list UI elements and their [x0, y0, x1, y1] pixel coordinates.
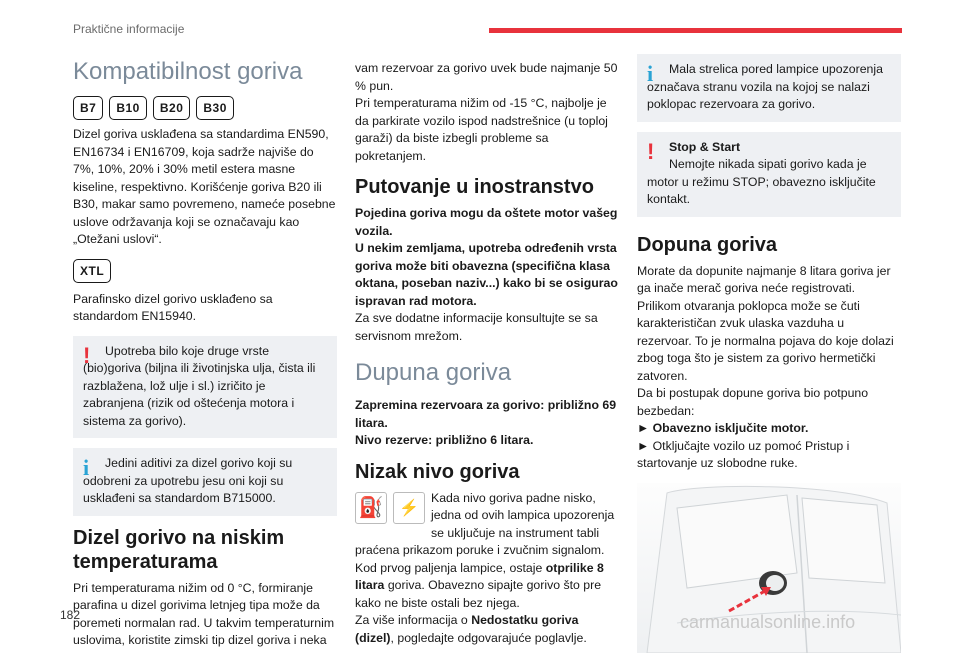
column-2	[355, 60, 619, 647]
watermark: carmanualsonline.info	[680, 612, 856, 632]
section-title-abroad: Putovanje u inostranstvo	[355, 176, 594, 198]
warning-exclamation-icon: !	[83, 342, 91, 368]
step-unlock: ► Otključajte vozilo uz pomoć Pristup i startovanje uz slobodne ruke.	[637, 438, 850, 470]
paragraph-abroad: Za sve dodatne informacije konsultujte se sa servisnom mrežom.	[355, 311, 598, 343]
paragraph-air-sound: Prilikom otvaranja poklopca može se čuti karakterističan zvuk ulaska vazduha u rezervoar. To je normalna pojava do koje dolazi zbog toga što je sistem za gorivo hermetički zatvoren.	[637, 298, 894, 383]
paragraph-min-8-liters: Morate da dopunite najmanje 8 litara goriva jer ga inače merač goriva neće registrovati.	[637, 263, 891, 295]
warning-stop-start-text: Nemojte nikada sipati gorivo kada je motor u režimu STOP; obavezno isključite kontakt.	[647, 157, 876, 206]
info-note-arrow	[637, 54, 901, 122]
info-icon: i	[647, 61, 654, 86]
low-fuel-bold-2: Nedostatku goriva (dizel)	[355, 613, 579, 645]
low-fuel-text-3: Za više informacija o	[355, 613, 472, 627]
low-fuel-text-1: Kada nivo goriva padne nisko, jedna od ovih lampica upozorenja se uključuje na instrument tabli praćena prikazom poruke i zvučnim signalom. Kod prvog paljenja lampice, ostaje	[355, 490, 615, 575]
info-icon: i	[83, 455, 90, 480]
badge-b20: B20	[153, 96, 191, 120]
info-note	[73, 448, 337, 516]
info-arrow-text: Mala strelica pored lampice upozorenja označava stranu vozila na kojoj se nalazi poklopac rezervoara za gorivo.	[647, 62, 883, 111]
warning-stop-start	[637, 132, 901, 217]
fuel-gauge-icon: ⚡	[393, 492, 425, 524]
paragraph-diesel-standards: Dizel goriva usklađena sa standardima EN590, EN16734 i EN16709, koja sadrže najviše do 7%, 10%, 20% i 30% metil estera masne kiseline, respektivno. Korišćenje goriva B20 ili B30, makar samo povremeno, nameće posebne uslove održavanja koji se označavaju kao „Otežani uslovi“.	[73, 127, 336, 246]
warning-lamps	[355, 492, 425, 524]
warning-stop-start-title: Stop & Start	[669, 139, 741, 154]
warning-note	[73, 336, 337, 439]
warning-exclamation-icon: !	[647, 138, 655, 164]
badge-b10: B10	[109, 96, 147, 120]
warning-text: Upotreba bilo koje druge vrste (bio)goriva (biljna ili životinjska ulja, čista ili razblažena, lož ulje i sl.) izričito je zabranjena (rizik od oštećenja motora i sistema za gorivo).	[83, 343, 316, 428]
header-accent-bar	[489, 28, 902, 33]
paragraph-tank-capacity: Zapremina rezervoara za gorivo: približno 69 litara. Nivo rezerve: približno 6 litara.	[355, 398, 617, 447]
badge-b7: B7	[73, 96, 103, 120]
section-title-low-fuel: Nizak nivo goriva	[355, 460, 520, 483]
paragraph-abroad-bold: Pojedina goriva mogu da oštete motor vašeg vozila. U nekim zemljama, upotreba određenih vrsta goriva može biti obavezna (specifična klasa oktana, poseban naziv...) kako bi se osigurao ispravan rad motora.	[355, 206, 618, 308]
step-engine-off: ► Obavezno isključite motor.	[637, 421, 809, 435]
column-3	[637, 50, 901, 653]
low-fuel-text-4: , pogledajte odgovarajuće poglavlje.	[390, 630, 587, 645]
badge-xtl: XTL	[73, 259, 111, 283]
low-fuel-text-2: goriva. Obavezno sipajte gorivo što pre kako ne biste ostali bez njega.	[355, 578, 602, 610]
paragraph-low-temp: Pri temperaturama nižim od 0 °C, formiranje parafina u dizel gorivima letnjeg tipa može da poremeti normalan rad. U takvim temperaturnim uslovima, koristite zimski tip dizel goriva i neka	[73, 580, 335, 647]
paragraph-below-minus15: Pri temperaturama nižim od -15 °C, najbolje je da parkirate vozilo ispod nadstrešnice (u toploj garaži) da biste izbegli probleme sa pokretanjem.	[355, 96, 608, 163]
section-title-refuel-light: Dupuna goriva	[355, 359, 512, 386]
paragraph-safe-refuel: Da bi postupak dopune goriva bio potpuno bezbedan:	[637, 386, 869, 418]
badge-b30: B30	[196, 96, 234, 120]
section-title-compatibility: Kompatibilnost goriva	[73, 58, 303, 85]
low-fuel-bold-1: otprilike 8 litara	[355, 560, 604, 592]
section-title-refuel: Dopuna goriva	[637, 233, 778, 256]
info-text: Jedini aditivi za dizel gorivo koji su odobreni za upotrebu jesu oni koji su usklađeni sa standardom B715000.	[83, 456, 293, 505]
section-title-low-temp: Dizel gorivo na niskim temperaturama	[73, 526, 285, 573]
fuel-badges	[73, 96, 337, 120]
paragraph-tank-half: vam rezervoar za gorivo uvek bude najmanje 50 % pun.	[355, 61, 618, 93]
page-number: 182	[60, 608, 81, 622]
paragraph-xtl: Parafinsko dizel gorivo usklađeno sa standardom EN15940.	[73, 291, 273, 323]
column-1	[73, 52, 337, 650]
fuel-pump-icon: ⛽	[355, 492, 387, 524]
header-title: Praktične informacije	[73, 22, 185, 36]
